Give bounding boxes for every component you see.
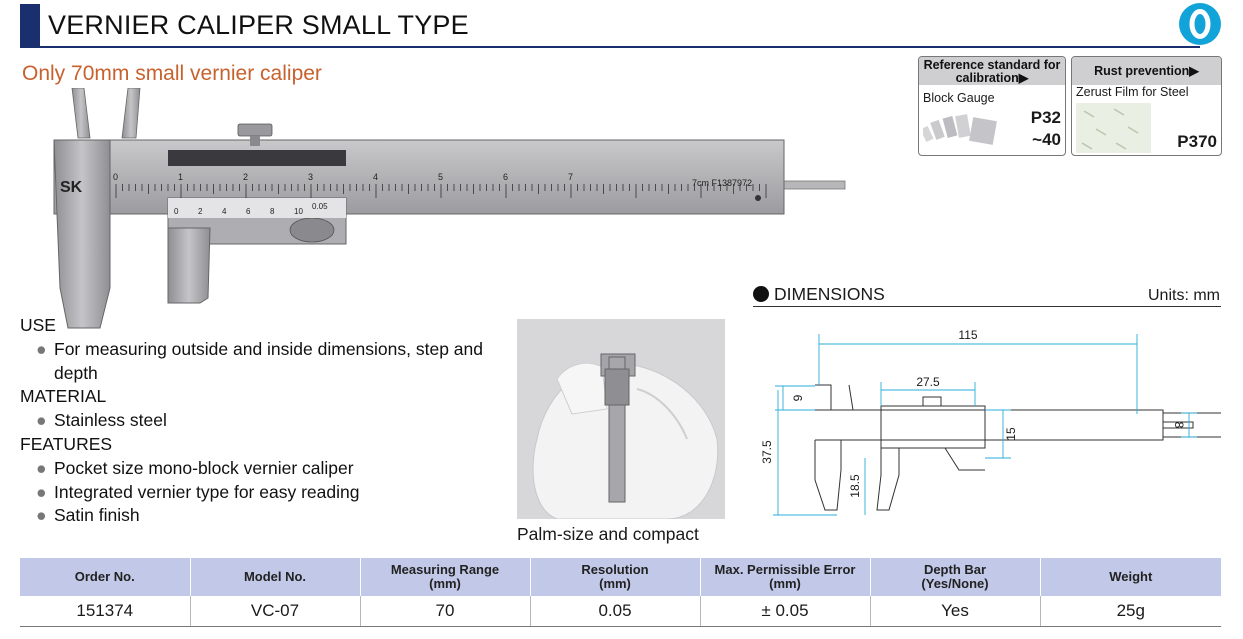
caliper-main-scale-number: 5 (438, 172, 444, 182)
weight-cell: 25g (1040, 596, 1221, 626)
bullet-icon: ● (36, 481, 47, 502)
caliper-product-image (50, 88, 850, 333)
dim-overall-length: 115 (958, 328, 978, 342)
dimension-drawing (753, 310, 1221, 525)
dimensions-divider (753, 306, 1221, 307)
features-heading: FEATURES (20, 433, 113, 454)
column-header: Measuring Range (mm) (360, 558, 530, 596)
reference-name: Block Gauge (923, 91, 995, 105)
caliper-vernier-number: 2 (198, 207, 203, 216)
reference-box-calibration[interactable] (918, 56, 1066, 156)
caliper-vernier-resolution: 0.05 (312, 202, 328, 211)
resolution-cell: 0.05 (530, 596, 700, 626)
column-header: Model No. (190, 558, 360, 596)
reference-page: P370 (1177, 132, 1217, 151)
caliper-main-scale-number: 4 (373, 172, 379, 182)
page-subtitle: Only 70mm small vernier caliper (22, 62, 322, 85)
zerust-film-thumbnail (1076, 103, 1151, 153)
use-heading: USE (20, 315, 56, 335)
caliper-main-scale-number: 2 (243, 172, 249, 182)
caliper-brand-mark: SK (60, 179, 83, 196)
caliper-vernier-number: 10 (294, 207, 303, 216)
feature-item: ● Pocket size mono-block vernier caliper (20, 457, 490, 481)
caliper-main-scale-number: 1 (178, 172, 184, 182)
bullet-icon (753, 286, 769, 302)
title-bar (20, 4, 1200, 48)
column-header: Max. Permissible Error (mm) (700, 558, 870, 596)
feature-item: ● Satin finish (20, 504, 490, 528)
dimensions-heading: DIMENSIONS (753, 284, 885, 305)
material-item: ● Stainless steel (20, 409, 490, 433)
caliper-main-scale-number: 3 (308, 172, 314, 182)
caliper-main-scale-number: 6 (503, 172, 509, 182)
dim-depth-bar: 8 (1172, 421, 1186, 429)
hand-holding-caliper-photo (517, 319, 725, 519)
caliper-serial: 7cm F1387972 (692, 178, 753, 188)
model-number-cell: VC-07 (190, 596, 360, 626)
measuring-range-cell: 70 (360, 596, 530, 626)
material-heading: MATERIAL (20, 386, 107, 407)
reference-title[interactable]: Rust prevention▶ (1072, 57, 1221, 85)
caliper-main-scale-number: 7 (568, 172, 574, 182)
dim-beam-height: 15 (1004, 427, 1018, 441)
photo-caption: Palm-size and compact (517, 524, 699, 544)
dim-jaw-top-height: 9 (791, 394, 805, 402)
caliper-main-scale-number: 0 (113, 172, 119, 182)
bullet-icon: ● (36, 410, 47, 431)
depth-bar-cell: Yes (870, 596, 1040, 626)
block-gauge-thumbnail-icon (923, 109, 1001, 153)
bullet-icon: ● (36, 338, 47, 359)
table-row (20, 596, 1221, 626)
caliper-vernier-number: 8 (270, 207, 275, 216)
reference-page-start: P32 (1030, 108, 1061, 127)
max-error-cell: ± 0.05 (700, 596, 870, 626)
use-item: ● For measuring outside and inside dimensions, step and depth (20, 338, 490, 386)
reference-box-rust-prevention[interactable] (1071, 56, 1222, 156)
column-header: Order No. (20, 558, 190, 596)
dim-overall-height: 37.5 (760, 440, 774, 464)
dim-slider-length: 27.5 (916, 375, 940, 389)
spec-block (20, 314, 490, 528)
column-header: Resolution (mm) (530, 558, 700, 596)
bullet-icon: ● (36, 505, 47, 526)
feature-item: ● Integrated vernier type for easy reading (20, 481, 490, 505)
caliper-vernier-number: 4 (222, 207, 227, 216)
bullet-icon: ● (36, 457, 47, 478)
column-header: Weight (1040, 558, 1221, 596)
brand-circle-o-icon (1179, 3, 1221, 45)
column-header: Depth Bar (Yes/None) (870, 558, 1040, 596)
film-pattern-icon (1076, 103, 1151, 153)
page-title: VERNIER CALIPER SMALL TYPE (48, 10, 469, 40)
order-number-cell: 151374 (20, 596, 190, 626)
brand-logo-icon (1179, 3, 1221, 45)
title-accent-block (20, 4, 40, 48)
spec-table (20, 558, 1221, 627)
reference-title[interactable]: Reference standard for calibration▶ (919, 57, 1065, 85)
caliper-vernier-number: 0 (174, 207, 179, 216)
dimensions-units: Units: mm (1148, 287, 1220, 304)
dim-jaw-depth: 18.5 (848, 474, 862, 498)
caliper-vernier-number: 6 (246, 207, 251, 216)
table-header-row (20, 558, 1221, 596)
gloved-hand-image (517, 319, 725, 519)
reference-name: Zerust Film for Steel (1076, 85, 1189, 99)
reference-page-end: ~40 (1032, 130, 1061, 149)
